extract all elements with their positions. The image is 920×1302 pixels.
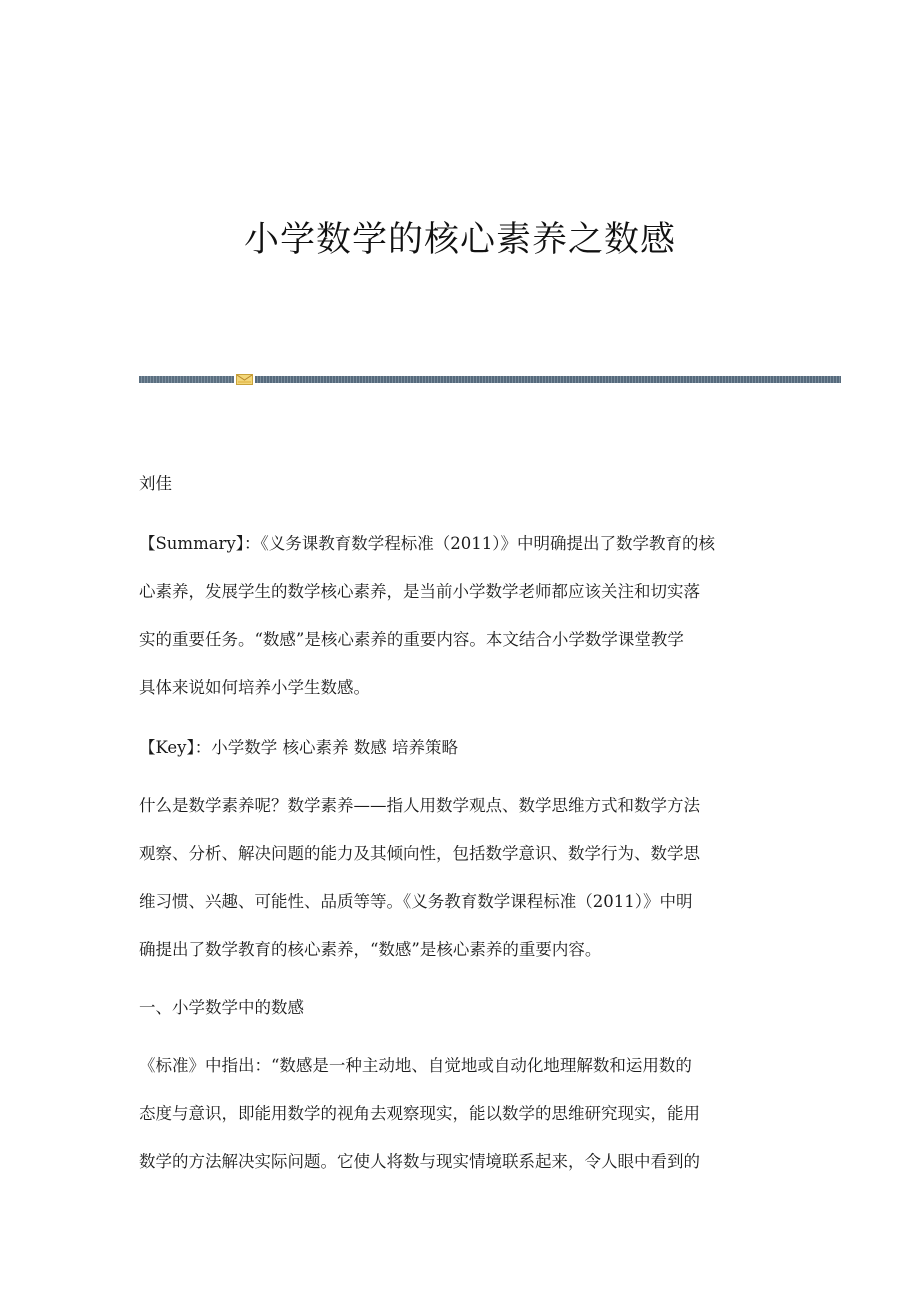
intro-line: 什么是数学素养呢？数学素养——指人用数学观点、数学思维方式和数学方法	[139, 796, 700, 815]
summary-line: 【Summary】：《义务课教育数学程标准（2011）》中明确提出了数学教育的核	[139, 534, 716, 553]
document-title: 小学数学的核心素养之数感	[243, 220, 676, 260]
intro-paragraph	[139, 788, 789, 980]
intro-line: 观察、分析、解决问题的能力及其倾向性，包括数学意识、数学行为、数学思	[139, 844, 700, 863]
intro-line: 确提出了数学教育的核心素养，“数感”是核心素养的重要内容。	[139, 940, 602, 959]
section-paragraph	[139, 1048, 789, 1192]
section-heading: 一、小学数学中的数感	[139, 998, 304, 1017]
intro-line: 维习惯、兴趣、可能性、品质等等。《义务教育数学课程标准（2011）》中明	[139, 892, 693, 911]
section-line: 态度与意识，即能用数学的视角去观察现实，能以数学的思维研究现实，能用	[139, 1104, 700, 1123]
summary-paragraph	[139, 526, 789, 718]
summary-line: 心素养，发展学生的数学核心素养，是当前小学数学老师都应该关注和切实落	[139, 582, 700, 601]
author-name: 刘佳	[139, 474, 172, 493]
summary-line: 具体来说如何培养小学生数感。	[139, 678, 370, 697]
summary-line: 实的重要任务。“数感”是核心素养的重要内容。本文结合小学数学课堂教学	[139, 630, 684, 649]
section-line: 数学的方法解决实际问题。它使人将数与现实情境联系起来，令人眼中看到的	[139, 1152, 700, 1171]
document-body	[139, 466, 789, 1192]
divider-emblem-icon	[236, 374, 253, 385]
divider-bar-left	[139, 376, 234, 383]
divider-bar-right	[255, 376, 841, 383]
title-divider	[139, 374, 841, 384]
keywords-line: 【Key】：小学数学 核心素养 数感 培养策略	[139, 738, 458, 757]
section-line: 《标准》中指出：“数感是一种主动地、自觉地或自动化地理解数和运用数的	[139, 1056, 692, 1075]
